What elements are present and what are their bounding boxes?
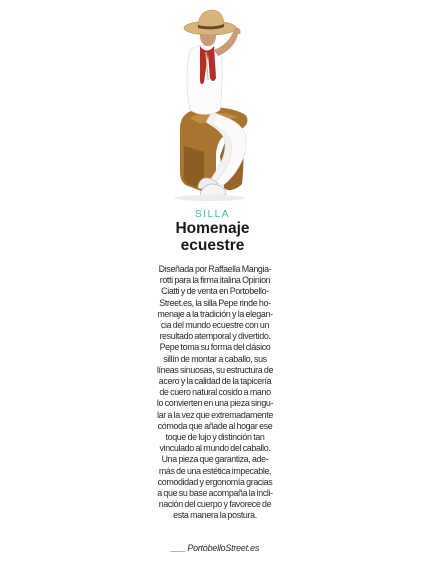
body-line: cómoda que añade al hogar ese [157, 420, 273, 431]
pepe-saddle-chair-illustration [150, 6, 280, 206]
source-credit: ___ PortobelloStreet.es [170, 543, 260, 553]
body-line: vinculado al mundo del caballo. [159, 443, 271, 454]
body-line: esta manera la postura. [173, 510, 257, 521]
floor-shadow [174, 195, 246, 201]
body-line: menaje a la tradición y la elegan- [157, 308, 273, 319]
article-body [136, 264, 294, 522]
headline-line: Homenaje [175, 220, 250, 237]
body-line: de cuero natural cosido a mano [159, 387, 271, 398]
body-line: Street.es, la silla Pepe rinde ho- [159, 297, 271, 308]
body-line: lo convierten en una pieza singu- [156, 398, 274, 409]
body-line: lar a la vez que extremadamente [157, 409, 273, 420]
body-line: líneas sinuosas, su estructura de [156, 364, 274, 375]
body-line: más de una estética impecable, [158, 465, 272, 476]
product-photo [150, 6, 280, 206]
body-line: Pepe toma su forma del clásico [159, 342, 271, 353]
headline [0, 220, 425, 254]
body-line: Ciatti y de venta en Portobello- [161, 286, 269, 297]
body-line: cia del mundo ecuestre con un [160, 320, 270, 331]
section-label: SILLA [195, 209, 230, 220]
body-line: rotti para la firma italina Opinion [159, 275, 271, 286]
body-line: Diseñada por Raffaella Mangia- [158, 264, 272, 274]
body-line: sillín de montar a caballo, sus [163, 353, 267, 364]
body-line: a que su base acompaña la incli- [157, 488, 273, 499]
body-line: resultado atemporal y divertido. [159, 331, 271, 342]
body-line: acero y la calidad de la tapicería [158, 376, 272, 387]
body-line: toque de lujo y distinción tan [165, 432, 265, 443]
headline-line: ecuestre [180, 237, 245, 254]
body-line: nación del cuerpo y favorece de [158, 499, 272, 510]
body-line: comodidad y ergonomía gracias [157, 476, 273, 487]
body-line: Una pieza que garantiza, ade- [161, 454, 269, 465]
